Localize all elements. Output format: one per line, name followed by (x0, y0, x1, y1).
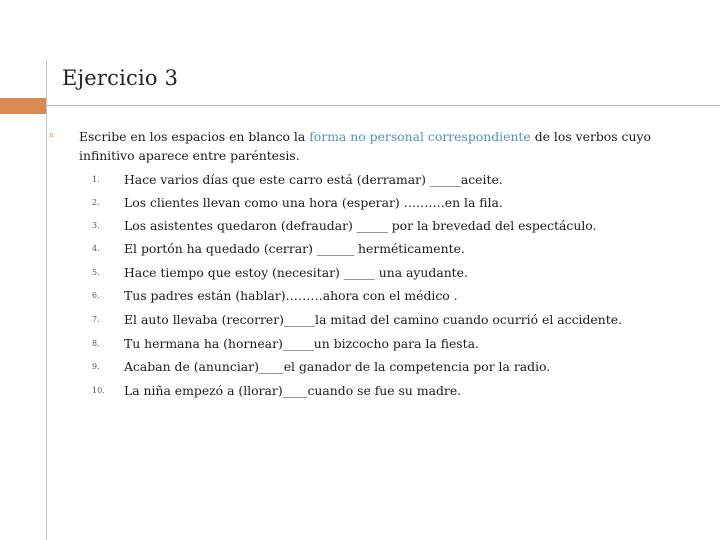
slide-title: Ejercicio 3 (62, 66, 179, 90)
item-number: 7. (92, 315, 100, 324)
item-text: Los clientes llevan como una hora (esperar) ……….en la fila. (124, 195, 503, 210)
item-text: La niña empezó a (llorar)____cuando se fue su madre. (124, 383, 462, 398)
instruction-text (79, 127, 709, 165)
instruction-before: Escribe en los espacios en blanco la (79, 129, 310, 144)
exercise-item (92, 357, 712, 377)
exercise-item (92, 193, 712, 213)
item-number: 5. (92, 268, 100, 277)
instruction-after: de los verbos cuyo infinitivo aparece entre paréntesis. (79, 129, 651, 163)
item-text: Acaban de (anunciar)____el ganador de la competencia por la radio. (124, 359, 551, 374)
item-text: El portón ha quedado (cerrar) ______ herméticamente. (124, 241, 465, 256)
exercise-item (92, 263, 712, 283)
title-divider (46, 105, 720, 106)
item-number: 6. (92, 291, 100, 300)
item-text: Tu hermana ha (hornear)_____un bizcocho para la fiesta. (124, 336, 479, 351)
item-number: 4. (92, 244, 100, 253)
item-number: 3. (92, 221, 100, 230)
item-number: 2. (92, 198, 100, 207)
accent-bar (0, 98, 46, 114)
left-margin-rule (46, 60, 47, 540)
exercise-item (92, 381, 712, 401)
exercise-item (92, 286, 712, 306)
item-text: Hace tiempo que estoy (necesitar) _____ una ayudante. (124, 265, 468, 280)
item-number: 8. (92, 339, 100, 348)
item-number: 1. (92, 175, 100, 184)
item-text: Hace varios días que este carro está (derramar) _____aceite. (124, 172, 503, 187)
exercise-item (92, 216, 712, 236)
bullet-marker: n (49, 131, 54, 139)
exercise-item (92, 334, 712, 354)
item-text: Tus padres están (hablar)………ahora con el médico . (124, 288, 458, 303)
exercise-item (92, 310, 712, 330)
exercise-item (92, 239, 712, 259)
item-number: 10. (92, 386, 105, 395)
instruction-highlight: forma no personal correspondiente (309, 129, 531, 144)
exercise-item (92, 170, 712, 190)
item-text: Los asistentes quedaron (defraudar) _____ por la brevedad del espectáculo. (124, 218, 597, 233)
item-number: 9. (92, 362, 100, 371)
item-text: El auto llevaba (recorrer)_____la mitad del camino cuando ocurrió el accidente. (124, 312, 622, 327)
